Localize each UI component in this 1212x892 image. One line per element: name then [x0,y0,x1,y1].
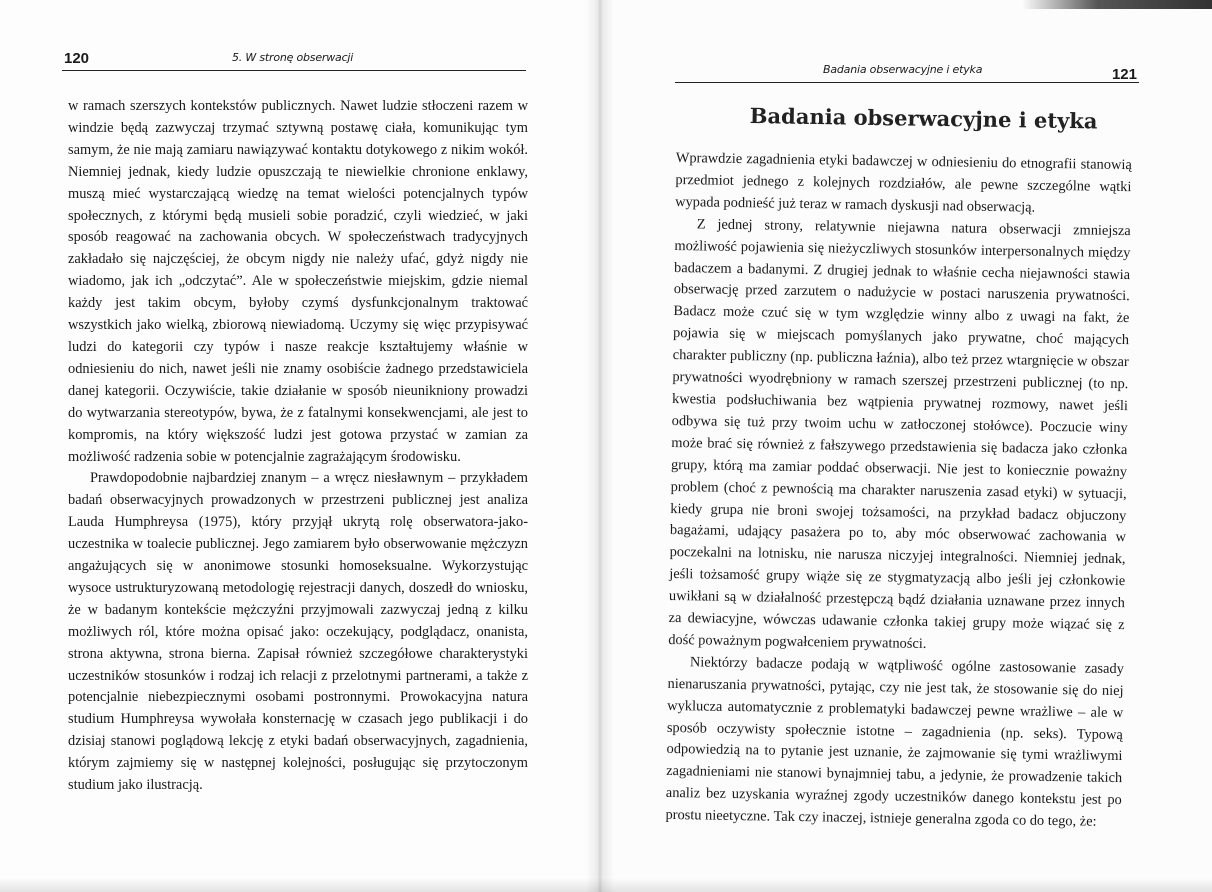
paragraph: Wprawdzie zagadnienia etyki badawczej w odniesieniu do etnografii stanowią przedmiot jednego z kolejnych rozdziałów, ale pewne szczególne wątki wypada podnieść już teraz w ramach dyskusji nad obserwacją. [675,149,1132,216]
left-running-head: 5. W stronę obserwacji [232,51,354,64]
paragraph: w ramach szerszych kontekstów publicznych. Nawet ludzie stłoczeni razem w windzie będą zazwyczaj trzymać sztywną postawę ciała, komunikując tym samym, że nie mają zamiaru nawiązywać kontaktu dotykowego z nikim wokół. Niemniej jednak, kiedy ludzie opuszczają te niewielkie chronione enklawy, muszą mieć wystarczającą wiedzę na temat wielości potencjalnych typów społecznych, z którymi będą musieli sobie poradzić, czyli wiedzieć, w jaki sposób reagować na zachowania obcych. W społeczeństwach tradycyjnych zakładało się najczęściej, że obcym nigdy nie należy ufać, gdyż nigdy nie wiadomo, jak ich „odczytać”. Ale w społeczeństwie miejskim, gdzie niemal każdy jest takim obcym, byłoby czymś dysfunkcjonalnym traktować wszystkich jako wielką, zbiorową niewiadomą. Uczymy się więc przypisywać ludzi do kategorii czy typów i nasze reakcje kształtujemy właśnie w odniesieniu do nich, nawet jeśli nie znamy osobiście żadnego przedstawiciela danej kategorii. Oczywiście, takie działanie w sposób nieunikniony prowadzi do wytwarzania stereotypów, bywa, że z fatalnymi konsekwencjami, ale jest to kompromis, na który większość ludzi jest gotowa przystać w zamian za możliwość radzenia sobie w potencjalnie zagrażającym środowisku. [68,98,528,465]
right-body-text [665,148,1132,834]
left-body-text [68,96,528,797]
right-header [675,60,1139,83]
right-running-head: Badania obserwacyjne i etyka [823,63,983,76]
section-title: Badania obserwacyjne i etyka [749,103,1098,134]
left-header [62,48,526,71]
right-page-number: 121 [1111,66,1137,83]
scan-top-edge [1022,0,1212,9]
left-page [0,0,600,892]
right-page [600,0,1212,892]
book-gutter-shadow [586,0,614,892]
paragraph: Z jednej strony, relatywnie niejawna natura obserwacji zmniejsza możliwość pojawienia się nieżyczliwych stosunków interpersonalnych między badaczem a badanymi. Z drugiej jednak to właśnie cecha niejawności stawia obserwację przed zarzutem o nadużycie w postaci naruszenia prywatności. Badacz może czuć się w tym względzie winny albo z uwagi na fakt, że pojawia się w miejscach pomyślanych jako prywatne, choć mających charakter publiczny (np. publiczna łaźnia), albo też przez wtargnięcie w obszar prywatności wyodrębniony w ramach szerszej przestrzeni publicznej (to np. kwestia podsłuchiwania bez wątpienia prywatnej rozmowy, nawet jeśli odbywa się tuż przy twoim uchu w zatłoczonej stołówce). Poczucie winy może brać się również z fałszywego przedstawienia się badacza jako członka grupy, którą ma zamiar poddać obserwacji. Nie jest to koniecznie poważny problem (choć z pewnością ma charakter naruszenia zasad etyki) w sytuacji, kiedy grupa nie broni swojej tożsamości, na przykład badacz objuczony bagażami, udający pasażera po to, aby móc obserwować zachowania w poczekalni na lotnisku, nie narusza niczyjej integralności. Niemniej jednak, jeśli tożsamość grupy wiąże się ze stygmatyzacją albo jeśli jej członkowie uwikłani są w działalność przestępczą bądź działania uznawane przez innych za dewiacyjne, wówczas udawanie członka takiej grupy może wiązać się z dość poważnym pogwałceniem prywatności. [668,216,1131,652]
paragraph: Prawdopodobnie najbardziej znanym – a wręcz niesławnym – przykładem badań obserwacyjnych prowadzonych w przestrzeni publicznej jest analiza Lauda Humphreysa (1975), który przyjął ukrytą rolę obserwatora-jako-uczestnika w toalecie publicznej. Jego zamiarem było obserwowanie mężczyzn angażujących się w anonimowe stosunki homoseksualne. Wykorzystując wysoce ustrukturyzowaną metodologię rejestracji danych, doszedł do wniosku, że w badanym kontekście mężczyźni przyjmowali zazwyczaj jedną z kilku możliwych ról, które można opisać jako: oczekujący, podglądacz, onanista, strona aktywna, strona bierna. Zapisał również szczegółowe charakterystyki uczestników stosunków i rodzaj ich relacji z przelotnymi partnerami, a także z potencjalnie niebezpiecznymi osobami postronnymi. Prowokacyjna natura studium Humphreysa wywołała konsternację w czasach jego publikacji i do dzisiaj stanowi poglądową lekcję z etyki badań obserwacyjnych, zagadnienia, którym zajmiemy się w następnej kolejności, posługując się przytoczonym studium jako ilustracją. [68,470,528,794]
scan-bottom-edge [0,878,1212,892]
paragraph: Niektórzy badacze podają w wątpliwość ogólne zastosowanie zasady nienaruszania prywatności, pytając, czy nie jest tak, że stosowanie się do niej wyklucza automatycznie z problematyki badawczej pewne wrażliwe – ale w sposób oczywisty społecznie istotne – zagadnienia (np. seks). Typową odpowiedzią na to pytanie jest uznanie, że zajmowanie się tymi wrażliwymi zagadnieniami nie stanowi bynajmniej tabu, a jedynie, że prowadzenie takich analiz bez uzyskania wyraźnej zgody uczestników danego kontekstu jest po prostu nieetyczne. Tak czy inaczej, istnieje generalna zgoda co do tego, że: [665,654,1124,830]
left-page-number: 120 [64,50,90,67]
